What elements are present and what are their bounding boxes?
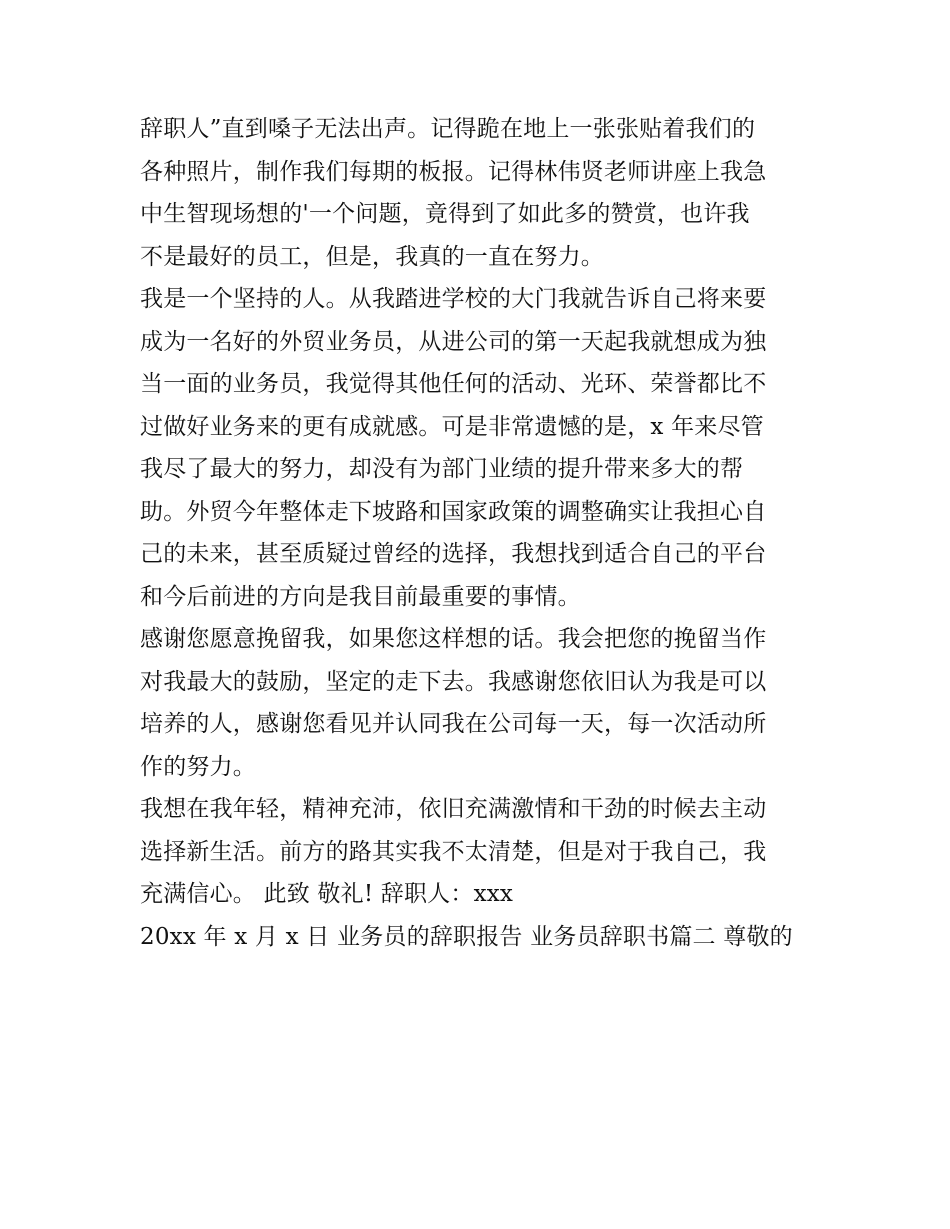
text-line: 己的未来，甚至质疑过曾经的选择，我想找到适合自己的平台	[140, 541, 767, 567]
text-line: 感谢您愿意挽留我，如果您这样想的话。我会把您的挽留当作	[140, 626, 767, 652]
text-line: 成为一名好的外贸业务员，从进公司的第一天起我就想成为独	[140, 328, 767, 355]
text-line: 充满信心。 此致 敬礼! 辞职人：xxx	[140, 881, 514, 907]
document-body	[140, 108, 820, 958]
text-line: 过做好业务来的更有成就感。可是非常遗憾的是，x 年来尽管	[140, 413, 764, 440]
text-line: 辞职人”直到嗓子无法出声。记得跪在地上一张张贴着我们的	[140, 116, 756, 142]
text-line: 20xx 年 x 月 x 日 业务员的辞职报告 业务员辞职书篇二 尊敬的	[140, 923, 793, 950]
text-line: 选择新生活。前方的路其实我不太清楚，但是对于我自己，我	[140, 838, 767, 865]
text-line: 当一面的业务员，我觉得其他任何的活动、光环、荣誉都比不	[140, 371, 767, 397]
text-line: 中生智现场想的'一个问题，竟得到了如此多的赞赏，也许我	[140, 201, 750, 227]
text-line: 培养的人，感谢您看见并认同我在公司每一天，每一次活动所	[140, 711, 767, 737]
text-line: 各种照片，制作我们每期的板报。记得林伟贤老师讲座上我急	[140, 158, 767, 185]
text-line: 和今后前进的方向是我目前最重要的事情。	[140, 583, 581, 610]
text-line: 作的努力。	[140, 753, 256, 780]
text-line: 助。外贸今年整体走下坡路和国家政策的调整确实让我担心自	[140, 498, 767, 525]
text-line: 我尽了最大的努力，却没有为部门业绩的提升带来多大的帮	[140, 456, 744, 482]
text-line: 对我最大的鼓励，坚定的走下去。我感谢您依旧认为我是可以	[140, 668, 767, 695]
text-line: 不是最好的员工，但是，我真的一直在努力。	[140, 243, 604, 270]
text-line: 我是一个坚持的人。从我踏进学校的大门我就告诉自己将来要	[140, 286, 767, 312]
text-line: 我想在我年轻，精神充沛，依旧充满激情和干劲的时候去主动	[140, 796, 767, 822]
